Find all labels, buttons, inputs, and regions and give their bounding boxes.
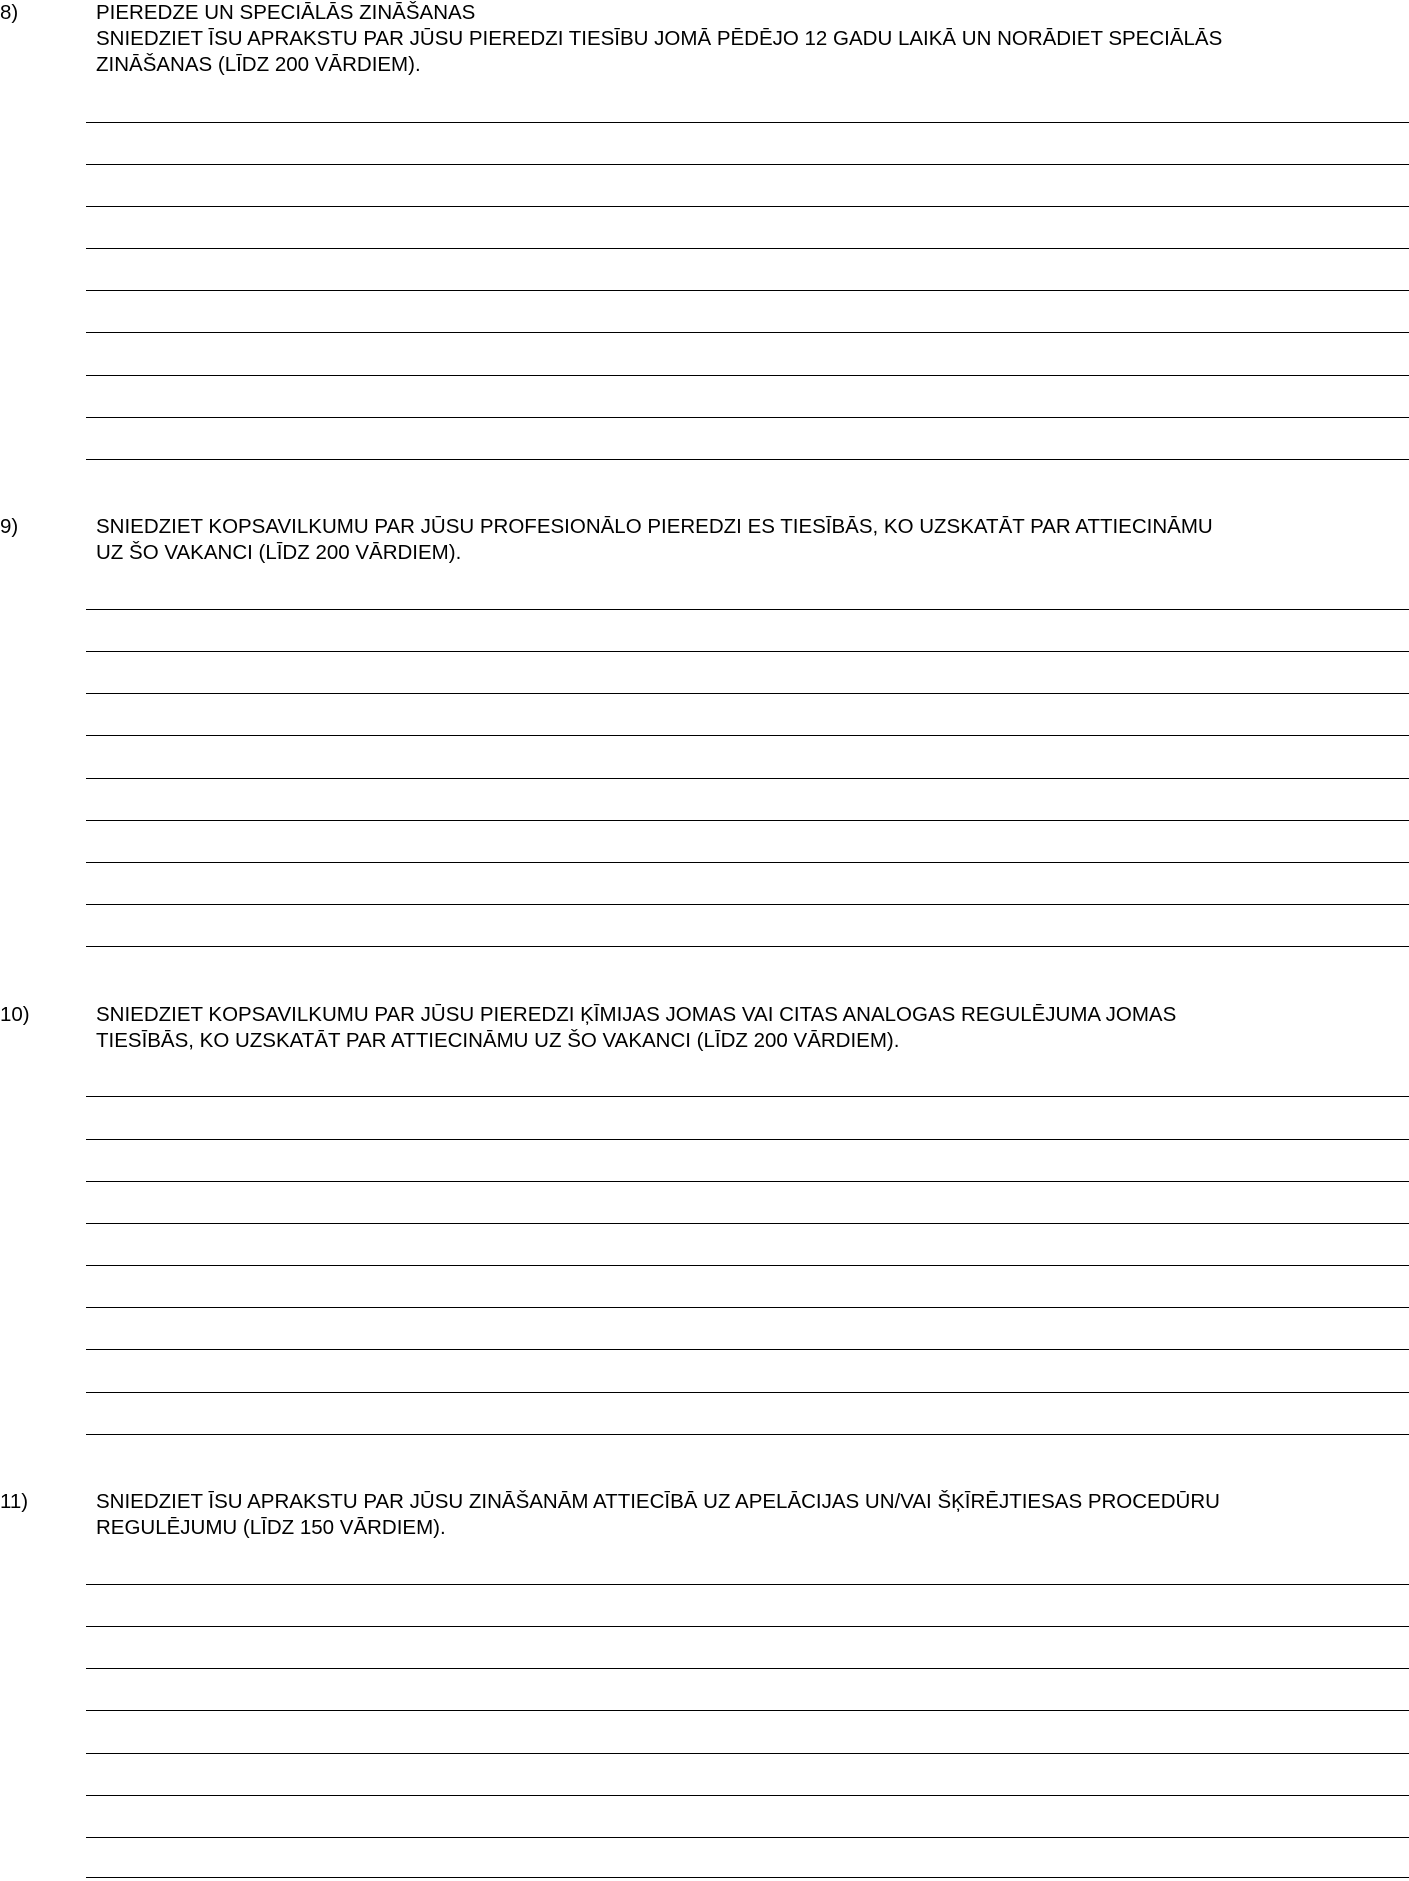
answer-line[interactable] (86, 1626, 1409, 1627)
answer-line[interactable] (86, 164, 1409, 165)
question-line: UZ ŠO VAKANCI (LĪDZ 200 VĀRDIEM). (96, 541, 462, 564)
question-line: SNIEDZIET KOPSAVILKUMU PAR JŪSU PIEREDZI ĶĪMIJAS JOMAS VAI CITAS ANALOGAS REGULĒJUMA JOMAS (96, 1003, 1177, 1026)
question-line: SNIEDZIET ĪSU APRAKSTU PAR JŪSU PIEREDZI TIESĪBU JOMĀ PĒDĒJO 12 GADU LAIKĀ UN NORĀDIET SPECIĀLĀS (96, 27, 1223, 50)
answer-line[interactable] (86, 1668, 1409, 1669)
question-line: TIESĪBĀS, KO UZSKATĀT PAR ATTIECINĀMU UZ ŠO VAKANCI (LĪDZ 200 VĀRDIEM). (96, 1029, 900, 1052)
answer-line[interactable] (86, 946, 1409, 947)
answer-line[interactable] (86, 417, 1409, 418)
answer-line[interactable] (86, 862, 1409, 863)
section-question (96, 0, 1408, 78)
section-question (96, 1002, 1408, 1054)
answer-line[interactable] (86, 1265, 1409, 1266)
section-number: 11) (0, 1490, 29, 1513)
answer-line[interactable] (86, 122, 1409, 123)
answer-line[interactable] (86, 651, 1409, 652)
section-question (96, 1489, 1408, 1541)
answer-line[interactable] (86, 332, 1409, 333)
answer-line[interactable] (86, 1753, 1409, 1754)
answer-line[interactable] (86, 459, 1409, 460)
section-number: 10) (0, 1003, 30, 1026)
section-heading: PIEREDZE UN SPECIĀLĀS ZINĀŠANAS (96, 1, 476, 24)
answer-line[interactable] (86, 290, 1409, 291)
answer-line[interactable] (86, 1837, 1409, 1838)
answer-line[interactable] (86, 1434, 1409, 1435)
answer-line[interactable] (86, 1307, 1409, 1308)
section-number: 8) (0, 1, 19, 24)
answer-line[interactable] (86, 904, 1409, 905)
answer-line[interactable] (86, 693, 1409, 694)
section-number: 9) (0, 515, 19, 538)
answer-line[interactable] (86, 609, 1409, 610)
question-line: ZINĀŠANAS (LĪDZ 200 VĀRDIEM). (96, 53, 421, 76)
answer-line[interactable] (86, 820, 1409, 821)
answer-line[interactable] (86, 375, 1409, 376)
answer-line[interactable] (86, 1349, 1409, 1350)
answer-line[interactable] (86, 1392, 1409, 1393)
answer-line[interactable] (86, 1096, 1409, 1097)
answer-line[interactable] (86, 1139, 1409, 1140)
answer-line[interactable] (86, 1223, 1409, 1224)
answer-line[interactable] (86, 1584, 1409, 1585)
answer-line[interactable] (86, 778, 1409, 779)
question-line: SNIEDZIET KOPSAVILKUMU PAR JŪSU PROFESIONĀLO PIEREDZI ES TIESĪBĀS, KO UZSKATĀT PAR ATTIECINĀMU (96, 515, 1213, 538)
answer-line[interactable] (86, 1795, 1409, 1796)
question-line: SNIEDZIET ĪSU APRAKSTU PAR JŪSU ZINĀŠANĀM ATTIECĪBĀ UZ APELĀCIJAS UN/VAI ŠĶĪRĒJTIESAS PROCEDŪRU (96, 1490, 1220, 1513)
answer-line[interactable] (86, 1710, 1409, 1711)
answer-line[interactable] (86, 735, 1409, 736)
answer-line[interactable] (86, 1181, 1409, 1182)
section-question (96, 514, 1408, 566)
answer-line[interactable] (86, 206, 1409, 207)
answer-line[interactable] (86, 248, 1409, 249)
question-line: REGULĒJUMU (LĪDZ 150 VĀRDIEM). (96, 1516, 446, 1539)
answer-line[interactable] (86, 1877, 1409, 1878)
